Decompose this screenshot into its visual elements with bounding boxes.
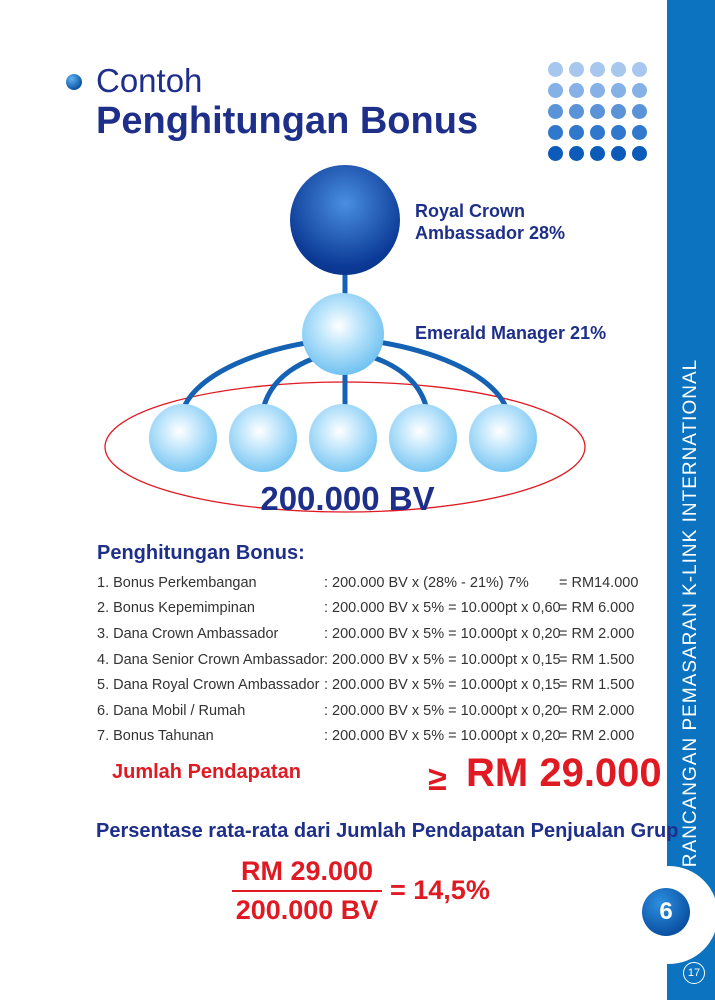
- fraction-denominator: 200.000 BV: [235, 895, 379, 925]
- downline-node: [469, 404, 537, 472]
- heading-pre: Contoh: [96, 62, 203, 99]
- calc-row-amount: = RM 6.000: [559, 600, 635, 616]
- page-number: 17: [683, 962, 705, 984]
- calc-row-formula: : 200.000 BV x 5% = 10.000pt x 0,60: [324, 600, 561, 616]
- calc-row-amount: = RM 2.000: [559, 728, 635, 744]
- fraction-line: [232, 890, 382, 892]
- downline-node: [389, 404, 457, 472]
- calc-row-amount: = RM 1.500: [559, 677, 635, 693]
- royal-crown-label-line2: Ambassador 28%: [415, 223, 566, 243]
- chapter-badge: 6: [642, 888, 690, 936]
- fraction-result: = 14,5%: [390, 875, 490, 905]
- calc-row-formula: : 200.000 BV x 5% = 10.000pt x 0,15: [324, 677, 561, 693]
- percentage-title: Persentase rata-rata dari Jumlah Pendapatan Penjualan Grup: [96, 820, 679, 842]
- calc-row-label: 2. Bonus Kepemimpinan: [97, 600, 255, 616]
- emerald-manager-node: [302, 293, 384, 375]
- calc-row-label: 3. Dana Crown Ambassador: [97, 626, 279, 642]
- calc-row-formula: : 200.000 BV x 5% = 10.000pt x 0,20: [324, 626, 561, 642]
- royal-crown-label-line1: Royal Crown: [415, 201, 526, 221]
- calc-row-label: 5. Dana Royal Crown Ambassador: [97, 677, 320, 693]
- calc-row-amount: = RM 2.000: [559, 626, 635, 642]
- downline-node: [229, 404, 297, 472]
- calc-row-amount: = RM 1.500: [559, 652, 635, 668]
- page-title: Penghitungan Bonus: [96, 100, 479, 142]
- sidebar-title: RANCANGAN PEMASARAN K-LINK INTERNATIONAL: [680, 358, 701, 868]
- total-label: Jumlah Pendapatan: [112, 761, 301, 783]
- downline-node: [149, 404, 217, 472]
- calc-row-formula: : 200.000 BV x 5% = 10.000pt x 0,20: [324, 728, 561, 744]
- calc-title: Penghitungan Bonus:: [97, 542, 305, 564]
- fraction-numerator: RM 29.000: [240, 856, 374, 886]
- downline-node: [309, 404, 377, 472]
- calc-row-amount: = RM 2.000: [559, 703, 635, 719]
- total-value: RM 29.000: [466, 751, 662, 795]
- calc-row-label: 4. Dana Senior Crown Ambassador: [97, 652, 325, 668]
- calc-row-label: 6. Dana Mobil / Rumah: [97, 703, 246, 719]
- calc-row-label: 7. Bonus Tahunan: [97, 728, 214, 744]
- calc-row-formula: : 200.000 BV x 5% = 10.000pt x 0,20: [324, 703, 561, 719]
- calc-row-formula: : 200.000 BV x 5% = 10.000pt x 0,15: [324, 652, 561, 668]
- emerald-manager-label: Emerald Manager 21%: [415, 323, 607, 343]
- royal-crown-node: [290, 165, 400, 275]
- total-sign: ≥: [428, 760, 447, 798]
- calc-row-formula: : 200.000 BV x (28% - 21%) 7%: [324, 575, 529, 591]
- calc-row-amount: = RM14.000: [559, 575, 639, 591]
- calc-row-label: 1. Bonus Perkembangan: [97, 575, 257, 591]
- group-volume: 200.000 BV: [260, 480, 435, 517]
